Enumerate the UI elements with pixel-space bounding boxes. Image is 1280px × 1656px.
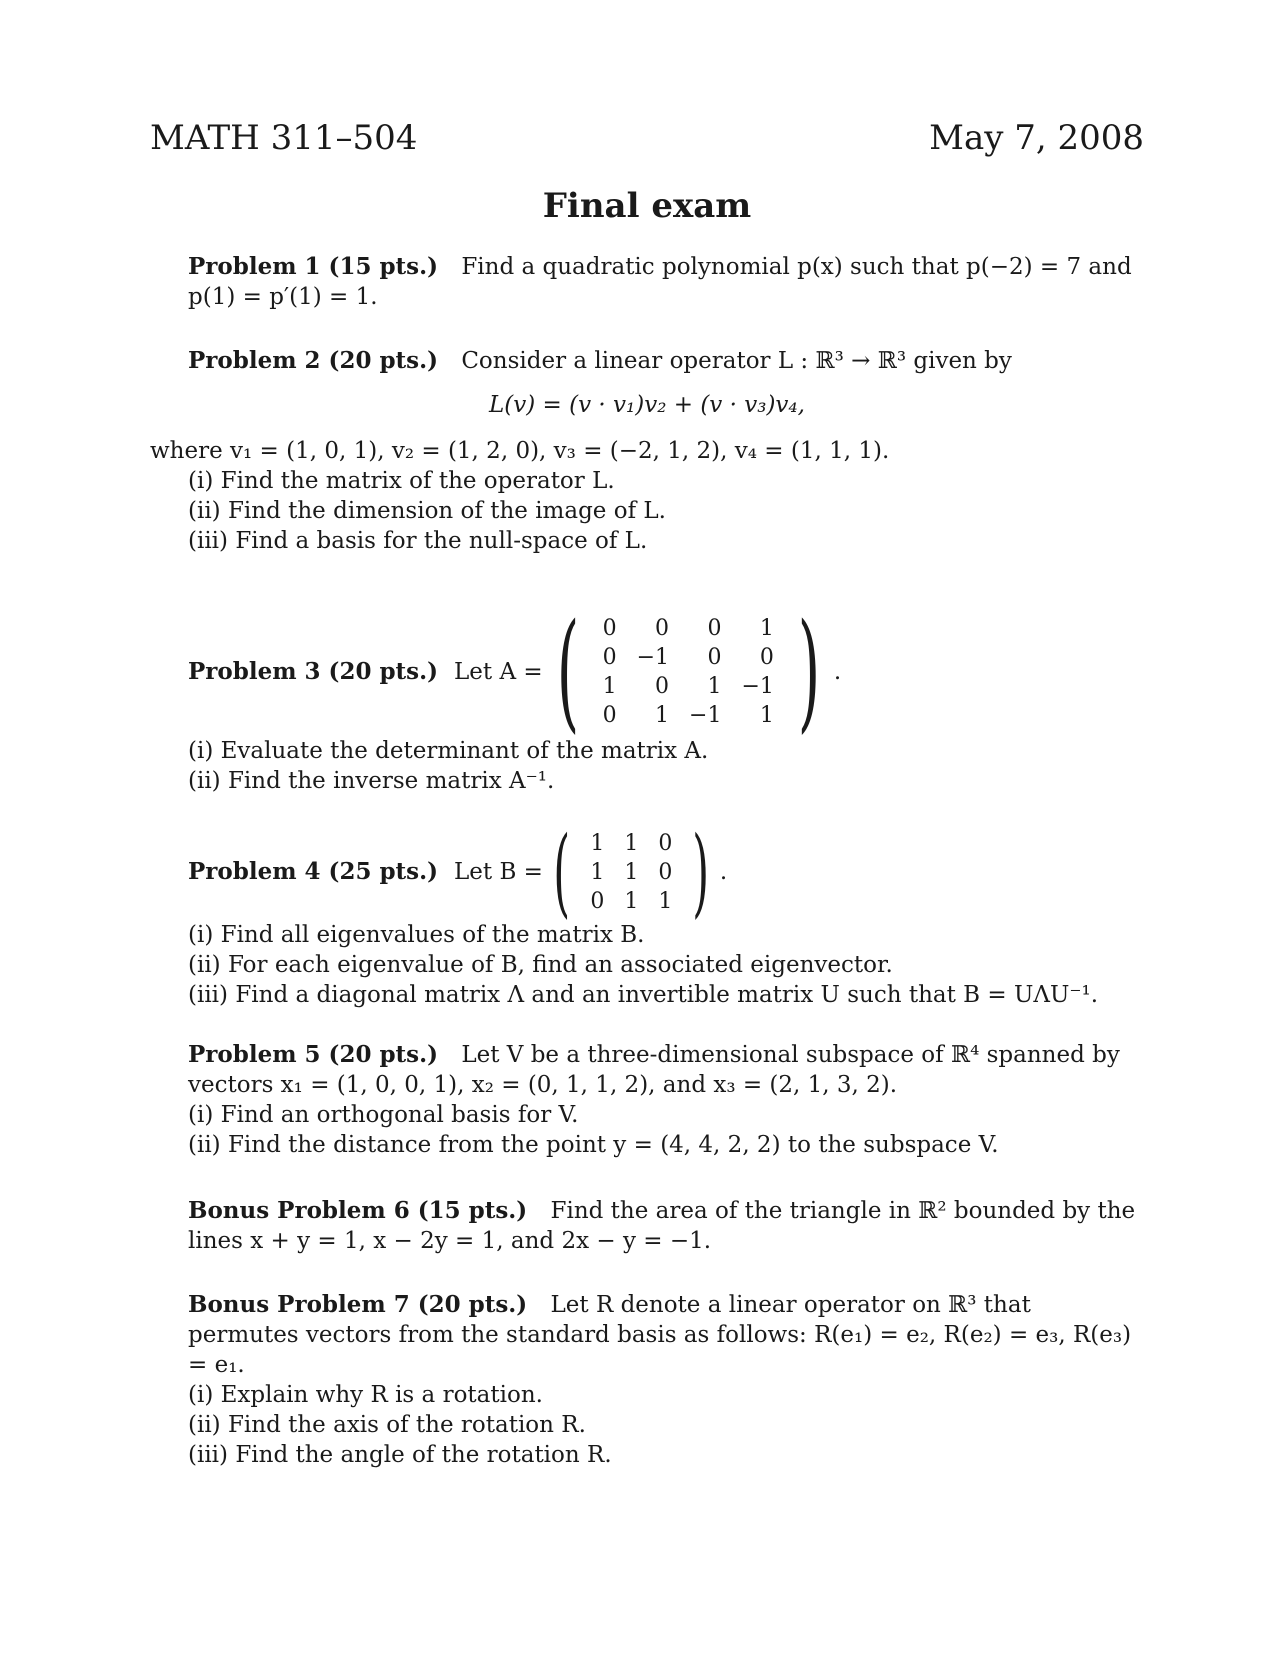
problem-2-item: (iii) Find a basis for the null-space of L. [188, 528, 648, 554]
matrix-cell: 0 [602, 703, 617, 728]
problem-1-text: Find a quadratic polynomial p(x) such that p(−2) = 7 and p(1) = p′(1) = 1. [188, 254, 1132, 310]
matrix-cell: −1 [741, 674, 774, 699]
problem-2-item: (i) Find the matrix of the operator L. [188, 468, 615, 494]
problem-5-heading: Problem 5 (20 pts.) [188, 1041, 439, 1068]
problem-7-item: (ii) Find the axis of the rotation R. [188, 1412, 586, 1438]
exam-header [150, 118, 1144, 168]
exam-date: May 7, 2008 [929, 118, 1144, 158]
problem-5 [150, 1040, 1144, 1160]
problem-6-heading: Bonus Problem 6 (15 pts.) [188, 1197, 528, 1224]
matrix-cell: 0 [707, 645, 722, 670]
matrix-cell: 1 [759, 703, 774, 728]
problem-2-item: (ii) Find the dimension of the image of L. [188, 498, 666, 524]
course-code: MATH 311–504 [150, 118, 418, 158]
problem-2-where: where v₁ = (1, 0, 1), v₂ = (1, 2, 0), v₃ = (−2, 1, 2), v₄ = (1, 1, 1). [150, 438, 890, 464]
problem-5-item: (ii) Find the distance from the point y = (4, 4, 2, 2) to the subspace V. [188, 1132, 999, 1158]
problem-7-item: (i) Explain why R is a rotation. [188, 1382, 543, 1408]
problem-3-item: (ii) Find the inverse matrix A⁻¹. [188, 768, 555, 794]
problem-1-heading: Problem 1 (15 pts.) [188, 253, 439, 280]
problem-5-text: Let V be a three-dimensional subspace of ℝ⁴ spanned by vectors x₁ = (1, 0, 0, 1), x₂ = (0, 1, 1, 2), and x₃ = (2, 1, 3, 2). [188, 1042, 1120, 1098]
problem-4-item: (iii) Find a diagonal matrix Λ and an invertible matrix U such that B = UΛU⁻¹. [188, 982, 1099, 1008]
problem-2-equation: L(v) = (v · v₁)v₂ + (v · v₃)v₄, [489, 392, 805, 418]
problem-4 [150, 816, 1144, 1010]
matrix-cell: 1 [658, 888, 673, 914]
left-paren: ( [553, 816, 571, 928]
matrix-cell: 0 [602, 616, 617, 641]
matrix-cell: 0 [655, 616, 670, 641]
matrix-cell: −1 [689, 703, 722, 728]
right-paren: ) [797, 597, 821, 746]
matrix-cell: 0 [655, 674, 670, 699]
matrix-cell: −1 [636, 645, 670, 670]
problem-7-heading: Bonus Problem 7 (20 pts.) [188, 1291, 528, 1318]
matrix-cell: 1 [707, 674, 722, 699]
page-title: Final exam [542, 186, 752, 226]
problem-3 [150, 597, 1144, 796]
problem-1 [150, 252, 1144, 312]
period: . [719, 859, 728, 885]
matrix-cell: 0 [590, 888, 605, 914]
problem-2-text: Consider a linear operator L : ℝ³ → ℝ³ given by [461, 348, 1012, 374]
problem-2 [150, 346, 1144, 556]
matrix-cell: 1 [602, 674, 617, 699]
problem-3-heading: Problem 3 (20 pts.) [188, 658, 439, 685]
problem-7-text: Let R denote a linear operator on ℝ³ that permutes vectors from the standard basis as follows: R(e₁) = e₂, R(e₂) = e₃, R(e₃) = e₁. [188, 1292, 1132, 1378]
problem-6 [150, 1196, 1144, 1256]
problem-3-let: Let A = [454, 659, 543, 685]
matrix-cell: 0 [759, 645, 774, 670]
matrix-cell: 1 [655, 703, 670, 728]
matrix-cell: 1 [759, 616, 774, 641]
matrix-b [543, 816, 728, 928]
problem-4-heading: Problem 4 (25 pts.) [188, 858, 439, 885]
matrix-cell: 0 [707, 616, 722, 641]
matrix-cell: 1 [590, 859, 605, 885]
matrix-cell: 0 [602, 645, 617, 670]
problem-6-text: Find the area of the triangle in ℝ² bounded by the lines x + y = 1, x − 2y = 1, and 2x − y = −1. [188, 1198, 1136, 1254]
matrix-a-table [593, 614, 784, 730]
matrix-cell: 1 [624, 888, 639, 914]
period: . [833, 659, 842, 685]
matrix-cell: 1 [624, 830, 639, 856]
matrix-cell: 0 [658, 859, 673, 885]
matrix-b-table [580, 829, 682, 916]
problem-7 [150, 1290, 1144, 1470]
left-paren: ( [556, 597, 579, 746]
problem-7-item: (iii) Find the angle of the rotation R. [188, 1442, 612, 1468]
matrix-cell: 1 [590, 830, 605, 856]
matrix-cell: 0 [658, 830, 673, 856]
problem-4-item: (i) Find all eigenvalues of the matrix B. [188, 922, 645, 948]
problem-4-item: (ii) For each eigenvalue of B, find an associated eigenvector. [188, 952, 893, 978]
problem-3-item: (i) Evaluate the determinant of the matrix A. [188, 738, 709, 764]
matrix-a [543, 597, 842, 746]
right-paren: ) [692, 816, 710, 928]
problem-5-item: (i) Find an orthogonal basis for V. [188, 1102, 579, 1128]
problem-4-let: Let B = [454, 859, 543, 885]
problem-2-heading: Problem 2 (20 pts.) [188, 347, 439, 374]
matrix-cell: 1 [624, 859, 639, 885]
